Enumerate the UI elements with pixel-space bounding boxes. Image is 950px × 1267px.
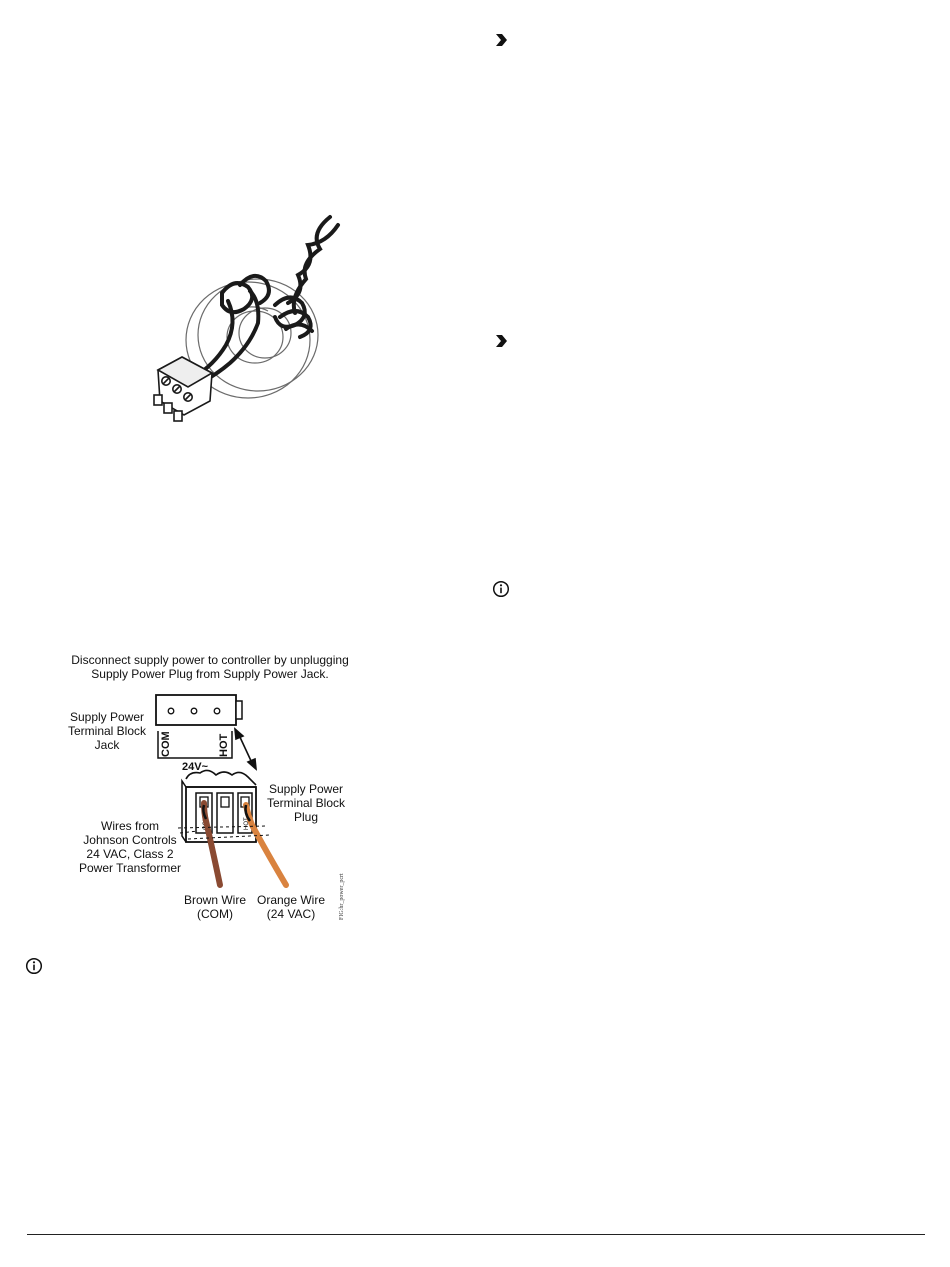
jack-label-line-2: Terminal Block [67, 724, 147, 738]
plug-com-label: COM [203, 816, 209, 830]
transformer-label-line-4: Power Transformer [78, 861, 182, 875]
figure-caption-line-2: Supply Power Plug from Supply Power Jack. [91, 667, 329, 681]
plug-hot-label: HOT [244, 817, 250, 830]
plug-label-line-1: Supply Power [268, 782, 344, 796]
figure-id: FIG:hr_power_pcrt [339, 873, 345, 920]
connect-arrow [235, 729, 256, 769]
ferrite-toroid-illustration [130, 205, 360, 445]
transformer-label-line-1: Wires from [101, 819, 159, 833]
info-icon [492, 580, 510, 598]
transformer-label-line-2: Johnson Controls [83, 833, 177, 847]
plug-label-line-3: Plug [293, 810, 319, 824]
jack-label-line-1: Supply Power [69, 710, 145, 724]
jack-hot-label: HOT [218, 733, 230, 757]
brown-wire-label-line-1: Brown Wire [183, 893, 247, 907]
chevron-right-icon [494, 33, 508, 47]
jack-voltage-label: 24V~ [182, 761, 208, 773]
figure-caption-line-1: Disconnect supply power to controller by unplugging [71, 653, 349, 667]
orange-wire-label-line-1: Orange Wire [256, 893, 326, 907]
orange-wire [246, 805, 286, 885]
chevron-right-icon [494, 334, 508, 348]
footer-rule [27, 1234, 925, 1235]
info-icon [25, 957, 43, 975]
brown-wire-label-line-2: (COM) [197, 907, 233, 921]
supply-power-jack [156, 695, 242, 725]
jack-label-line-3: Jack [94, 738, 120, 752]
transformer-label-line-3: 24 VAC, Class 2 [86, 847, 174, 861]
jack-com-label: COM [160, 731, 172, 757]
supply-power-wiring-figure [60, 645, 360, 935]
plug-label-line-2: Terminal Block [266, 796, 346, 810]
orange-wire-label-line-2: (24 VAC) [266, 907, 316, 921]
